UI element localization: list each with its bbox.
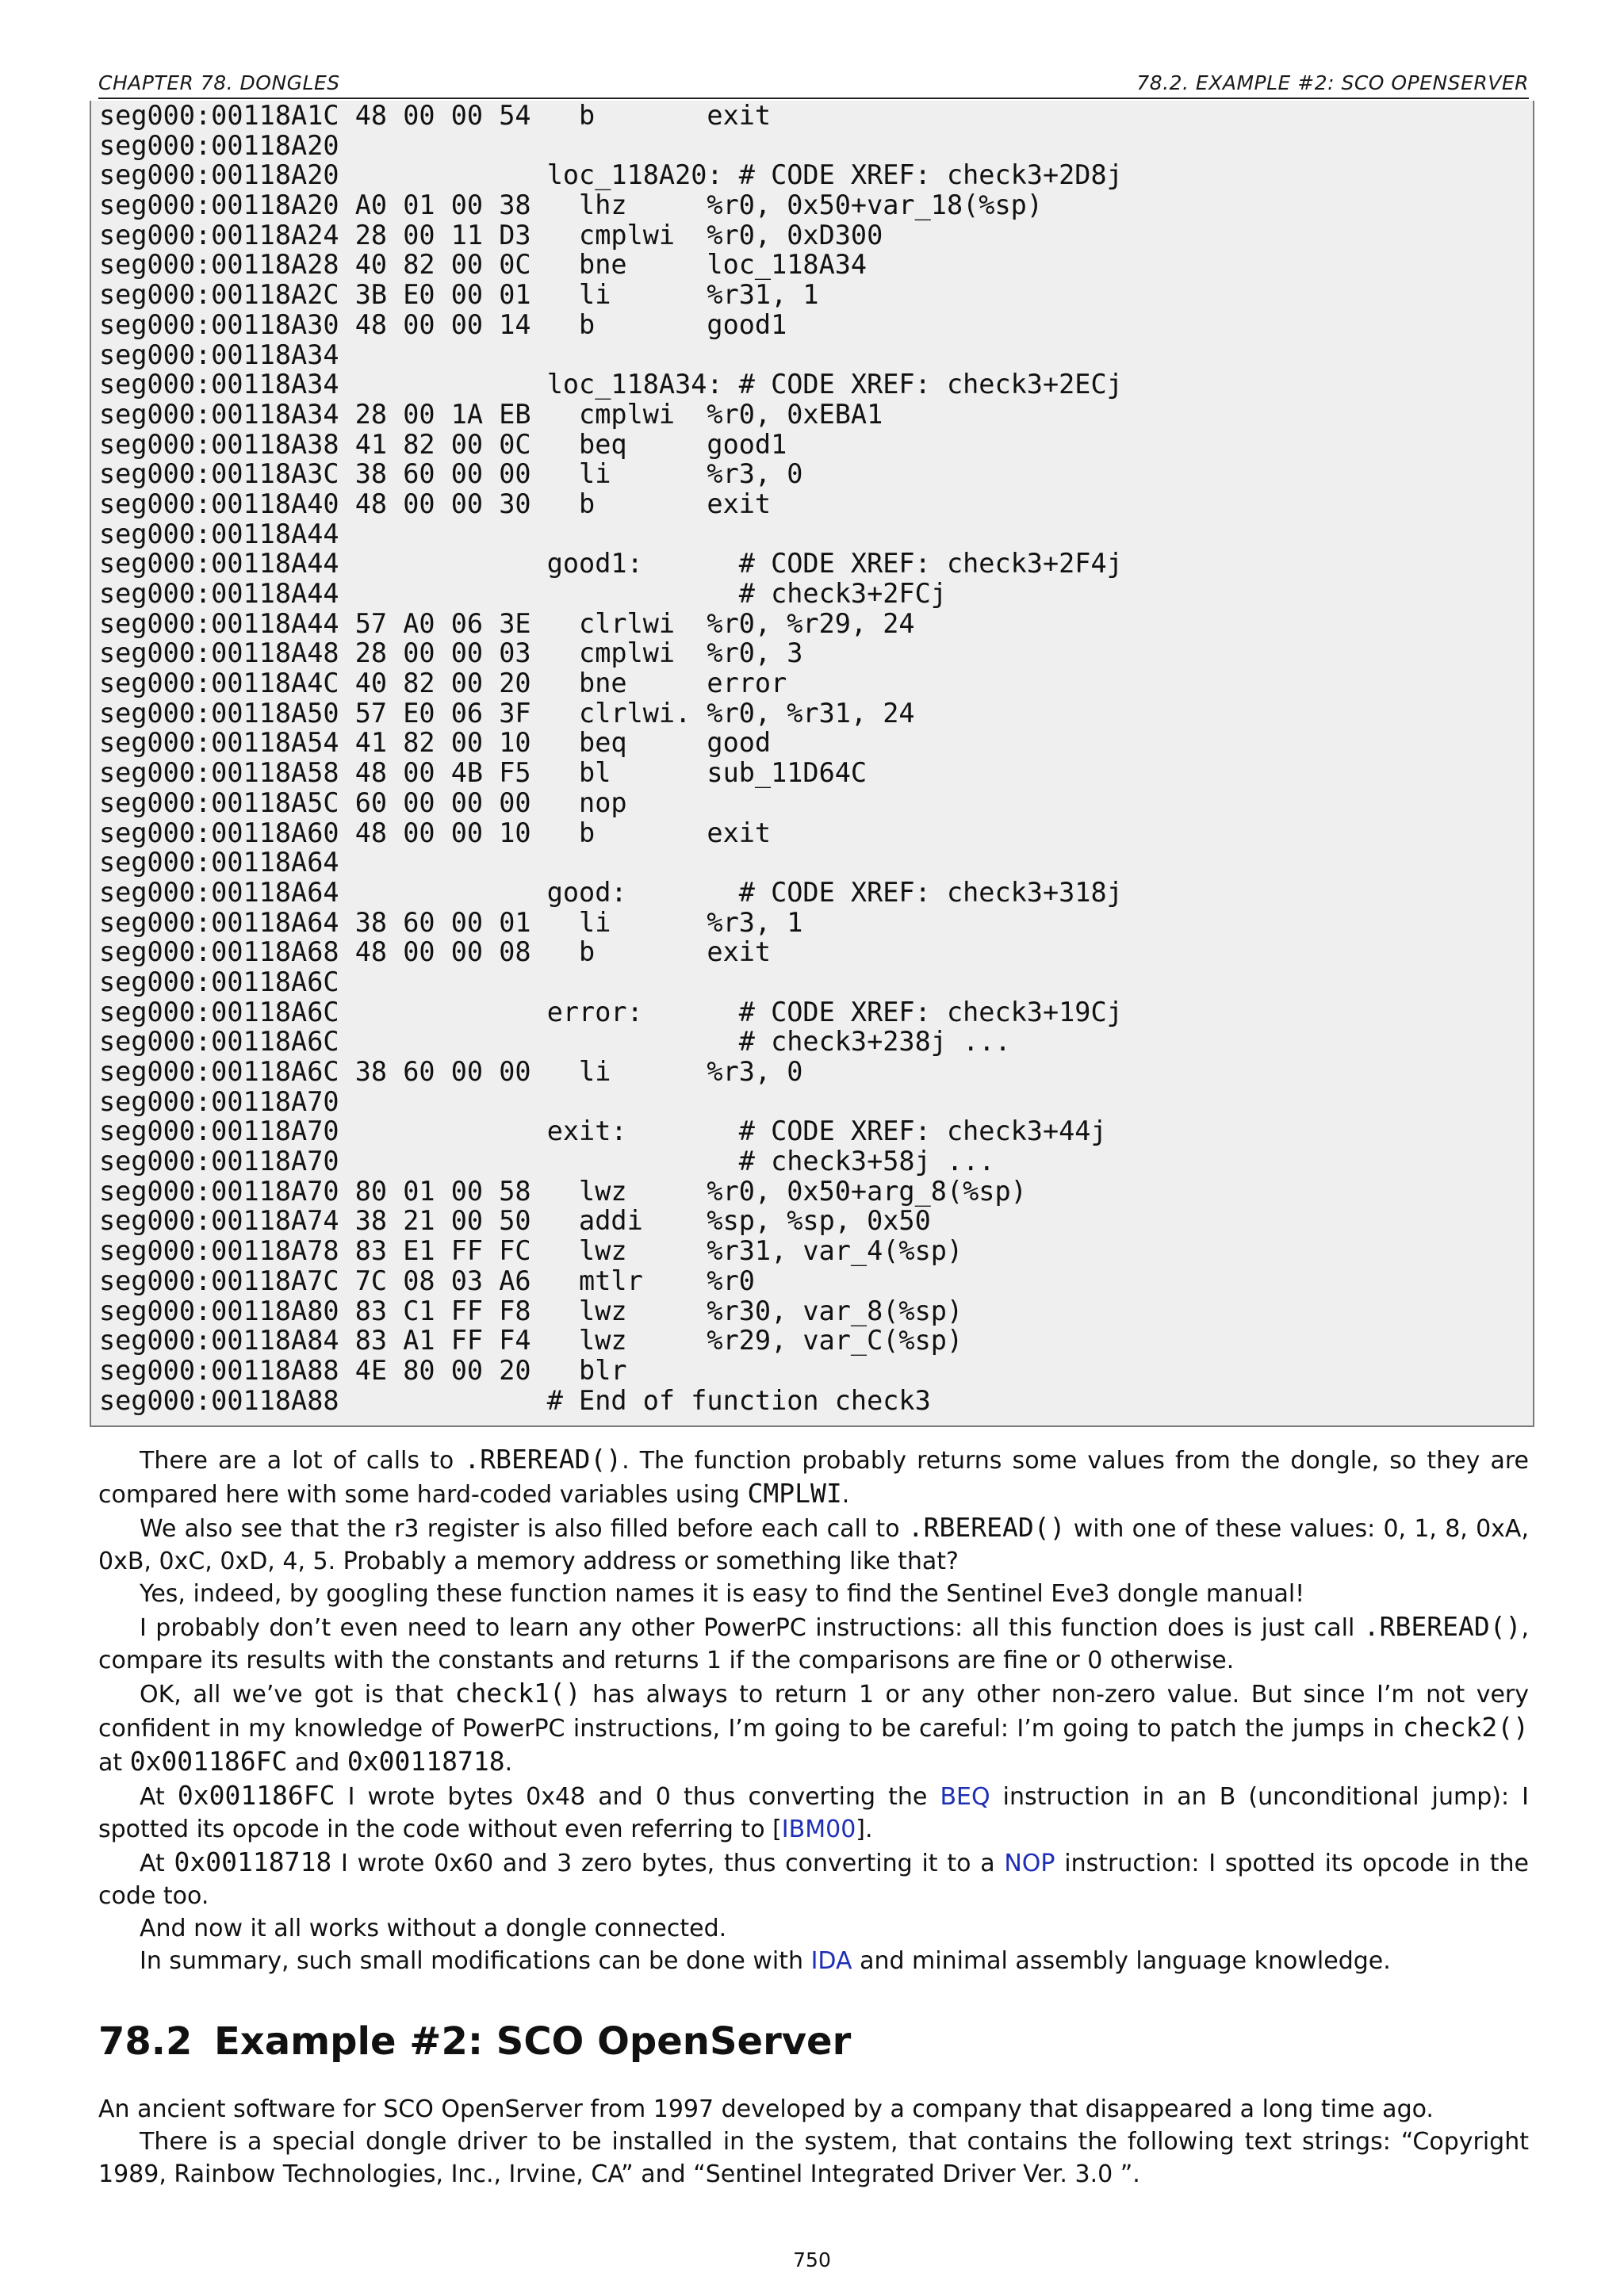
paragraph-rbereead-calls: There are a lot of calls to .RBEREAD(). The function probably returns some values from the dongle, so they are compared here with some hard-coded variables using CMPLWI. <box>98 1444 1529 1509</box>
listing-line: seg000:00118A70 <box>99 1085 339 1117</box>
running-header-chapter: CHAPTER 78. DONGLES <box>98 71 340 94</box>
listing-line: seg000:00118A34 loc_118A34: # CODE XREF: check3+2ECj <box>99 369 1123 400</box>
section-title: Example #2: SCO OpenServer <box>214 2019 852 2064</box>
listing-line: seg000:00118A44 57 A0 06 3E clrlwi %r0, %r29, 24 <box>99 607 915 639</box>
paragraph-works: And now it all works without a dongle connected. <box>140 1915 727 1942</box>
listing-line: seg000:00118A60 48 00 00 10 b exit <box>99 817 772 848</box>
inline-code: .RBEREAD() <box>1363 1611 1522 1642</box>
inline-code: 0x00118718 <box>347 1746 505 1777</box>
listing-line: seg000:00118A44 good1: # CODE XREF: check3+2F4j <box>99 548 1123 580</box>
paragraph-check1: OK, all we’ve got is that check1() has always to return 1 or any other non-zero value. But since I’m not very confident in my knowledge of PowerPC instructions, I’m going to be careful: I’m going to patch the jumps in check2() at 0x001186FC and 0x00118718. <box>98 1678 1529 1777</box>
paragraph-patch-nop: At 0x00118718 I wrote 0x60 and 3 zero bytes, thus converting it to a NOP instruction: I spotted its opcode in the code too. <box>98 1846 1529 1910</box>
listing-line: seg000:00118A28 40 82 00 0C bne loc_118A34 <box>99 249 868 281</box>
listing-line: seg000:00118A6C # check3+238j ... <box>99 1026 1011 1058</box>
assembly-listing <box>90 101 1534 1427</box>
section-heading <box>98 2012 851 2071</box>
listing-line: seg000:00118A80 83 C1 FF F8 lwz %r30, var_8(%sp) <box>99 1295 963 1326</box>
section-number: 78.2 <box>98 2019 193 2064</box>
listing-line: seg000:00118A5C 60 00 00 00 nop <box>99 786 627 818</box>
listing-line: seg000:00118A64 38 60 00 01 li %r3, 1 <box>99 906 803 938</box>
listing-line: seg000:00118A20 <box>99 129 339 161</box>
listing-line: seg000:00118A6C <box>99 966 339 997</box>
page-number: 750 <box>793 2248 831 2271</box>
listing-line: seg000:00118A70 exit: # CODE XREF: check3+44j <box>99 1115 1107 1147</box>
paragraph-patch-beq: At 0x001186FC I wrote bytes 0x48 and 0 thus converting the BEQ instruction in an B (unconditional jump): I spotted its opcode in the code without even referring to [IBM00]. <box>98 1780 1529 1843</box>
listing-line: seg000:00118A58 48 00 4B F5 bl sub_11D64C <box>99 757 868 789</box>
section-body-text <box>98 2093 1529 2191</box>
listing-line: seg000:00118A50 57 E0 06 3F clrlwi. %r0, %r31, 24 <box>99 697 915 729</box>
listing-line: seg000:00118A7C 7C 08 03 A6 mtlr %r0 <box>99 1265 755 1296</box>
listing-line: seg000:00118A74 38 21 00 50 addi %sp, %sp, 0x50 <box>99 1205 931 1237</box>
listing-line: seg000:00118A88 # End of function check3 <box>99 1384 931 1416</box>
listing-line: seg000:00118A20 loc_118A20: # CODE XREF: check3+2D8j <box>99 159 1123 191</box>
running-header <box>98 67 1529 98</box>
body-text <box>98 1443 1529 1977</box>
link-ibm00[interactable]: IBM00 <box>781 1816 856 1843</box>
listing-line: seg000:00118A6C 38 60 00 00 li %r3, 0 <box>99 1056 803 1087</box>
listing-code <box>99 101 1123 1415</box>
listing-line: seg000:00118A1C 48 00 00 54 b exit <box>99 100 772 131</box>
running-header-section: 78.2. EXAMPLE #2: SCO OPENSERVER <box>1136 71 1529 94</box>
paragraph-ancient-software: An ancient software for SCO OpenServer from 1997 developed by a company that disappeared a long time ago. <box>98 2095 1434 2123</box>
listing-line: seg000:00118A44 # check3+2FCj <box>99 578 947 609</box>
link-ida[interactable]: IDA <box>810 1947 852 1975</box>
listing-line: seg000:00118A20 A0 01 00 38 lhz %r0, 0x50+var_18(%sp) <box>99 189 1043 221</box>
listing-line: seg000:00118A64 good: # CODE XREF: check3+318j <box>99 876 1123 908</box>
listing-line: seg000:00118A3C 38 60 00 00 li %r3, 0 <box>99 458 803 490</box>
inline-code: .RBEREAD() <box>464 1444 622 1475</box>
listing-line: seg000:00118A44 <box>99 518 339 549</box>
paragraph-summary: In summary, such small modifications can be done with IDA and minimal assembly language knowledge. <box>140 1947 1391 1975</box>
link-beq[interactable]: BEQ <box>940 1783 990 1811</box>
listing-line: seg000:00118A68 48 00 00 08 b exit <box>99 936 772 968</box>
inline-code: .RBEREAD() <box>907 1512 1066 1543</box>
listing-line: seg000:00118A70 80 01 00 58 lwz %r0, 0x50+arg_8(%sp) <box>99 1175 1027 1207</box>
listing-line: seg000:00118A6C error: # CODE XREF: check3+19Cj <box>99 996 1123 1027</box>
listing-line: seg000:00118A38 41 82 00 0C beq good1 <box>99 428 787 460</box>
header-rule <box>98 98 1529 99</box>
paragraph-r3-register: We also see that the r3 register is also filled before each call to .RBEREAD() with one of these values: 0, 1, 8, 0xA, 0xB, 0xC, 0xD, 4, 5. Probably a memory address or something like that? <box>98 1512 1529 1575</box>
listing-line: seg000:00118A78 83 E1 FF FC lwz %r31, var_4(%sp) <box>99 1235 963 1267</box>
inline-code: check2() <box>1403 1712 1529 1743</box>
inline-code: 0x00118718 <box>174 1846 332 1877</box>
paragraph-googling: Yes, indeed, by googling these function names it is easy to find the Sentinel Eve3 dongle manual! <box>140 1580 1305 1608</box>
inline-code: 0x001186FC <box>177 1780 335 1811</box>
inline-code: 0x001186FC <box>129 1746 288 1777</box>
listing-line: seg000:00118A64 <box>99 847 339 878</box>
paragraph-powerpc: I probably don’t even need to learn any other PowerPC instructions: all this function does is just call .RBEREAD(), compare its results with the constants and returns 1 if the comparisons are fine or 0 otherwise. <box>98 1611 1529 1674</box>
listing-line: seg000:00118A84 83 A1 FF F4 lwz %r29, var_C(%sp) <box>99 1325 963 1357</box>
listing-line: seg000:00118A34 28 00 1A EB cmplwi %r0, 0xEBA1 <box>99 398 883 430</box>
inline-code: check1() <box>454 1678 581 1709</box>
listing-line: seg000:00118A70 # check3+58j ... <box>99 1146 995 1177</box>
link-nop[interactable]: NOP <box>1004 1850 1055 1877</box>
listing-line: seg000:00118A30 48 00 00 14 b good1 <box>99 308 787 340</box>
listing-line: seg000:00118A40 48 00 00 30 b exit <box>99 488 772 519</box>
listing-line: seg000:00118A54 41 82 00 10 beq good <box>99 727 772 759</box>
listing-line: seg000:00118A88 4E 80 00 20 blr <box>99 1354 627 1386</box>
listing-line: seg000:00118A34 <box>99 339 339 370</box>
listing-line: seg000:00118A48 28 00 00 03 cmplwi %r0, 3 <box>99 637 803 669</box>
paragraph-dongle-driver: There is a special dongle driver to be installed in the system, that contains the following text strings: “Copyright 1989, Rainbow Technologies, Inc., Irvine, CA” and “Sentinel Integrated Driver Ver. 3.0 ”. <box>98 2128 1529 2188</box>
inline-code: CMPLWI <box>747 1478 842 1509</box>
listing-line: seg000:00118A4C 40 82 00 20 bne error <box>99 668 787 699</box>
listing-line: seg000:00118A24 28 00 11 D3 cmplwi %r0, 0xD300 <box>99 219 883 251</box>
listing-line: seg000:00118A2C 3B E0 00 01 li %r31, 1 <box>99 279 819 311</box>
